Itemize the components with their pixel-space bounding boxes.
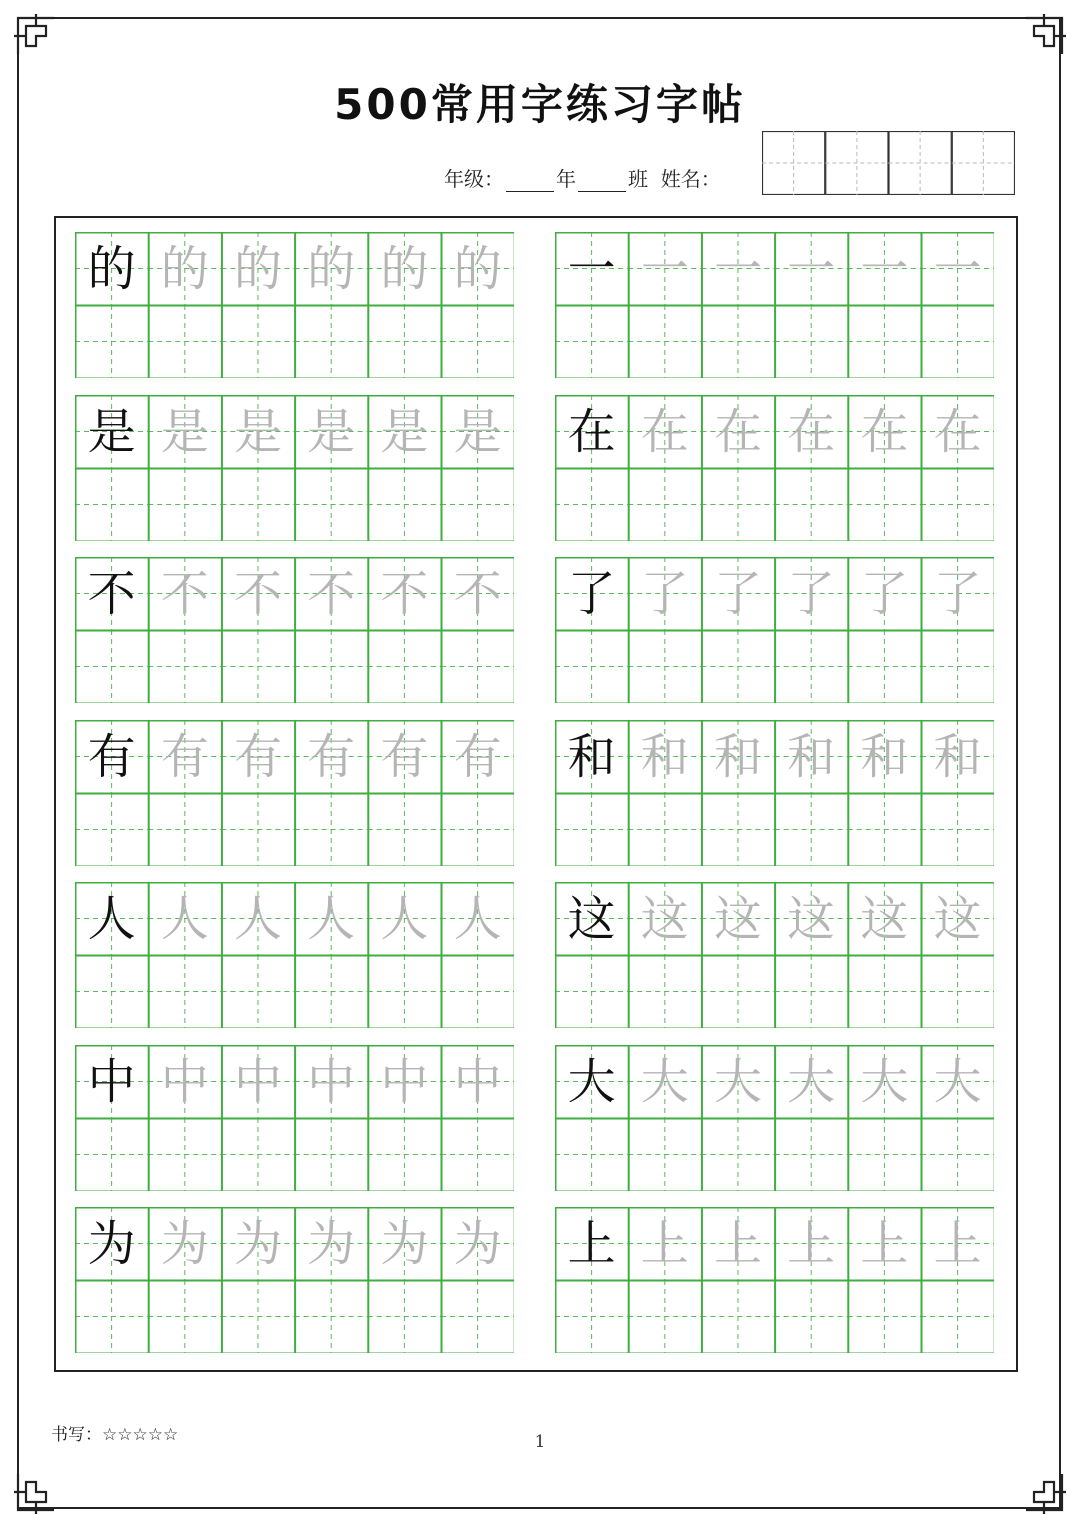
model-character: 了 [567,566,616,622]
practice-block [555,557,994,703]
trace-character: 这 [860,891,909,947]
student-info-line [444,163,721,192]
trace-character: 有 [380,728,429,785]
trace-character: 和 [860,728,909,785]
trace-character: 中 [307,1053,356,1110]
trace-character: 和 [713,728,762,785]
trace-character: 在 [640,403,689,460]
trace-character: 为 [307,1216,356,1272]
trace-character: 和 [787,728,836,785]
trace-character: 在 [713,403,762,460]
trace-character: 是 [453,403,502,460]
trace-character: 是 [380,403,429,460]
model-character: 不 [87,566,136,622]
trace-character: 是 [160,403,209,460]
trace-character: 中 [160,1053,209,1110]
practice-block [555,720,994,866]
grade-blank[interactable] [506,171,554,192]
practice-block [75,232,514,378]
trace-character: 这 [640,891,689,947]
trace-character: 有 [307,728,356,785]
trace-character: 的 [380,241,429,297]
year-label: 年 [556,167,576,191]
rating-stars[interactable]: ☆☆☆☆☆ [102,1425,179,1445]
model-character: 大 [567,1053,616,1110]
grade-label: 年级： [444,167,504,191]
practice-block [555,882,994,1028]
trace-character: 的 [233,241,282,297]
name-label: 姓名： [660,167,721,191]
trace-character: 大 [640,1053,689,1110]
corner-ornament-bottom-left [12,1468,60,1516]
model-character: 人 [87,891,136,947]
trace-character: 大 [933,1053,982,1110]
trace-character: 为 [160,1216,209,1272]
trace-character: 大 [787,1053,836,1110]
trace-character: 和 [933,728,982,785]
trace-character: 在 [860,403,909,460]
practice-block [555,232,994,378]
trace-character: 中 [380,1053,429,1110]
trace-character: 一 [933,241,982,297]
model-character: 为 [87,1216,136,1272]
practice-block [75,882,514,1028]
trace-character: 一 [787,241,836,297]
trace-character: 上 [787,1216,836,1272]
corner-ornament-bottom-right [1020,1468,1068,1516]
class-blank[interactable] [578,171,626,192]
trace-character: 不 [307,566,356,622]
model-character: 和 [567,728,616,785]
trace-character: 了 [640,566,689,622]
trace-character: 有 [160,728,209,785]
trace-character: 人 [380,891,429,947]
trace-character: 不 [453,566,502,622]
trace-character: 上 [640,1216,689,1272]
trace-character: 的 [307,241,356,297]
trace-character: 为 [453,1216,502,1272]
trace-character: 中 [233,1053,282,1110]
trace-character: 上 [713,1216,762,1272]
trace-character: 一 [713,241,762,297]
writing-label: 书写： [51,1425,102,1445]
trace-character: 大 [713,1053,762,1110]
trace-character: 人 [160,891,209,947]
page-number: 1 [534,1432,546,1452]
trace-character: 和 [640,728,689,785]
trace-character: 这 [933,891,982,947]
model-character: 在 [567,403,616,460]
trace-character: 不 [233,566,282,622]
model-character: 一 [567,241,616,297]
trace-character: 人 [233,891,282,947]
model-character: 有 [87,728,136,785]
model-character: 上 [567,1216,616,1272]
corner-ornament-top-left [12,12,60,60]
page-title: 500常用字练习字帖 [334,80,746,129]
trace-character: 中 [453,1053,502,1110]
practice-block [75,1045,514,1191]
trace-character: 不 [380,566,429,622]
trace-character: 这 [787,891,836,947]
trace-character: 上 [860,1216,909,1272]
trace-character: 了 [860,566,909,622]
trace-character: 了 [933,566,982,622]
corner-ornament-top-right [1020,12,1068,60]
trace-character: 有 [233,728,282,785]
trace-character: 为 [233,1216,282,1272]
trace-character: 不 [160,566,209,622]
trace-character: 人 [453,891,502,947]
practice-block [75,1207,514,1353]
trace-character: 大 [860,1053,909,1110]
model-character: 的 [87,241,136,297]
practice-block [75,720,514,866]
trace-character: 是 [307,403,356,460]
trace-character: 的 [453,241,502,297]
model-character: 中 [87,1053,136,1110]
model-character: 是 [87,403,136,460]
practice-block [555,1045,994,1191]
practice-block [555,395,994,541]
trace-character: 为 [380,1216,429,1272]
trace-character: 有 [453,728,502,785]
name-boxes[interactable] [762,131,1015,195]
trace-character: 上 [933,1216,982,1272]
trace-character: 人 [307,891,356,947]
model-character: 这 [567,891,616,947]
trace-character: 是 [233,403,282,460]
trace-character: 一 [640,241,689,297]
trace-character: 的 [160,241,209,297]
practice-block [555,1207,994,1353]
trace-character: 在 [933,403,982,460]
practice-block [75,395,514,541]
trace-character: 在 [787,403,836,460]
trace-character: 了 [713,566,762,622]
trace-character: 了 [787,566,836,622]
trace-character: 一 [860,241,909,297]
class-label: 班 [628,167,648,191]
practice-block [75,557,514,703]
trace-character: 这 [713,891,762,947]
